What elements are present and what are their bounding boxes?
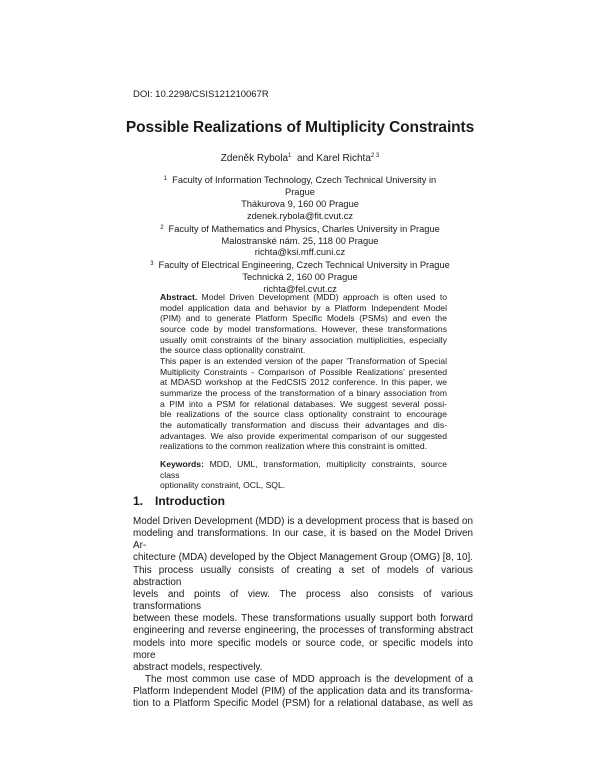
- body-line: chitecture (MDA) developed by the Object Management Group (OMG) [8, 10].: [133, 552, 473, 564]
- body-line: Platform Independent Model (PIM) of the application data and its transforma-: [133, 686, 473, 698]
- author-2-name: Karel Richta: [316, 153, 371, 164]
- abstract-line: Multiplicity Constraints - Comparison of Possible Realizations' presented: [160, 366, 447, 377]
- keywords-line-text: MDD, UML, transformation, multiplicity constraints, source class: [160, 458, 447, 480]
- authors-and: and: [296, 153, 314, 164]
- body-text: [133, 516, 473, 711]
- affiliation-3-mark: 3: [150, 261, 154, 268]
- abstract-text: [160, 292, 447, 452]
- abstract-block: [160, 292, 447, 491]
- affiliation-1-line-1: [150, 174, 450, 199]
- paper-title: Possible Realizations of Multiplicity Constraints: [125, 119, 475, 136]
- abstract-line: at MDASD workshop at the FedCSIS 2012 conference. In this paper, we: [160, 377, 447, 388]
- abstract-line: ble realizations of the source class optionality constraint to encourage: [160, 409, 447, 420]
- abstract-line: This paper is an extended version of the paper 'Transformation of Special: [160, 355, 447, 366]
- abstract-line: usually omit constraints of the binary association multiplicities, especially: [160, 334, 447, 345]
- abstract-line: a PIM into a PSM for relational databases. We suggest several possi-: [160, 398, 447, 409]
- body-line: Model Driven Development (MDD) is a development process that is based on: [133, 516, 473, 527]
- affiliation-3-line-1: [150, 259, 450, 272]
- body-line: abstract models, respectively.: [133, 661, 263, 673]
- paragraph-2: [133, 674, 473, 710]
- body-line: The most common use case of MDD approach is the development of a: [145, 674, 473, 686]
- keywords-label: Keywords:: [160, 458, 204, 469]
- author-2-affil-mark: 2 3: [370, 153, 380, 159]
- body-line: engineering and reverse engineering, the processes of transforming abstract: [133, 625, 473, 637]
- body-line: tion to a Platform Specific Model (PSM) for a relational database, as well as: [133, 698, 473, 710]
- affiliations: [150, 174, 450, 296]
- keywords: [160, 459, 447, 491]
- abstract-line: (PIM) and to generate Platform Specific Models (PSMs) and even the: [160, 313, 447, 324]
- doi-line: DOI: 10.2298/CSIS121210067R: [133, 89, 269, 100]
- affiliation-3-address: Technická 2, 160 00 Prague: [242, 272, 358, 283]
- affiliation-2-line-1: [150, 223, 450, 236]
- author-1-affil-mark: 1: [288, 153, 292, 159]
- author-1-name: Zdeněk Rybola: [220, 153, 289, 164]
- body-line: modeling and transformations. In our case, it is based on the Model Driven Ar-: [133, 528, 473, 552]
- section-heading: [133, 494, 225, 508]
- affiliation-3-email: richta@fel.cvut.cz: [263, 284, 337, 295]
- body-line: This process usually consists of creating a set of models of various abstraction: [133, 564, 473, 588]
- affiliation-1-address: Thákurova 9, 160 00 Prague: [241, 198, 359, 209]
- abstract-line: the source class optionality constraint.: [160, 345, 306, 356]
- body-line: between these models. These transformations usually support both forward: [133, 613, 473, 625]
- abstract-line: model application data and behavior by a Platform Independent Model: [160, 302, 447, 313]
- affiliation-1-institution: Faculty of Information Technology, Czech Technical University in Prague: [172, 175, 437, 197]
- keywords-line: [160, 459, 447, 480]
- affiliation-1-mark: 1: [163, 176, 168, 182]
- affiliation-2-institution: Faculty of Mathematics and Physics, Charles University in Prague: [168, 223, 440, 234]
- keywords-line: optionality constraint, OCL, SQL.: [160, 480, 286, 491]
- abstract-line: realizations to the common realization where this constraint is omitted.: [160, 441, 428, 452]
- abstract-line: source code by model transformations. However, these transformations: [160, 323, 447, 334]
- abstract-line: [160, 292, 447, 303]
- body-line: models into more specific models or source code, or specific models into more: [133, 637, 473, 661]
- affiliation-1-email: zdenek.rybola@fit.cvut.cz: [246, 210, 354, 221]
- abstract-line-text: Model Driven Development (MDD) approach is often used to: [197, 292, 447, 302]
- abstract-line: the automatically transformation and discuss their advantages and dis-: [160, 419, 447, 430]
- affiliation-3-institution: Faculty of Electrical Engineering, Czech Technical University in Prague: [158, 260, 450, 271]
- section-title: Introduction: [155, 494, 225, 508]
- section-number: 1.: [133, 494, 144, 508]
- body-line: levels and points of view. The process also consists of various transformations: [133, 588, 473, 613]
- abstract-line: summarize the process of the transformation of a binary association from: [160, 387, 447, 398]
- affiliation-2-mark: 2: [160, 224, 164, 231]
- abstract-label: Abstract.: [160, 292, 198, 302]
- paragraph-1: [133, 516, 473, 674]
- affiliation-2-email: richta@ksi.mff.cuni.cz: [254, 247, 346, 258]
- affiliation-2-address: Malostranské nám. 25, 118 00 Prague: [221, 235, 379, 246]
- abstract-line: advantages. We also provide experimental comparison of our suggested: [160, 430, 447, 441]
- authors-line: [0, 153, 600, 164]
